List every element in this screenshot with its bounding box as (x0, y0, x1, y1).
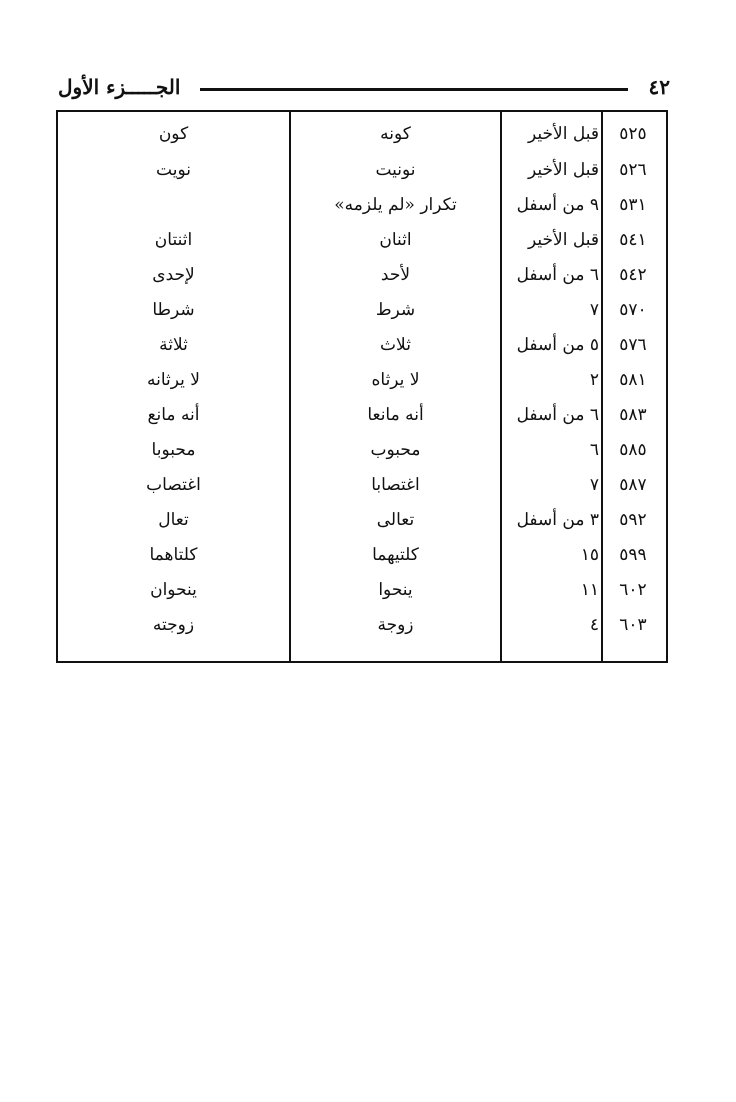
line-cell: قبل الأخير (528, 160, 599, 180)
error-cell: نونيت (375, 160, 416, 180)
page-cell: ٥٤٢ (619, 265, 647, 285)
correction-cell: تعال (158, 510, 189, 530)
table-row (58, 502, 666, 538)
line-cell: ٣ من أسفل (516, 510, 599, 530)
correction-cell: ثلاثة (159, 335, 188, 355)
page-cell: ٥٩٢ (619, 510, 647, 530)
correction-cell: زوجته (152, 615, 195, 635)
page-cell: ٥٨٥ (619, 440, 647, 460)
page-header (58, 72, 670, 104)
table-row (58, 292, 666, 328)
page-number: ٤٢ (648, 75, 670, 99)
correction-cell: لا يرثانه (147, 370, 200, 390)
page-cell: ٥٩٩ (619, 545, 647, 565)
error-cell: اثنان (379, 230, 412, 250)
error-cell: لأحد (380, 265, 411, 285)
error-cell: أنه مانعا (367, 405, 424, 425)
line-cell: ٢ (589, 370, 599, 390)
errata-table (56, 110, 668, 663)
correction-cell: لإحدى (152, 265, 195, 285)
correction-cell: شرطا (152, 300, 195, 320)
line-cell: ٦ من أسفل (516, 265, 599, 285)
table-row (58, 432, 666, 468)
line-cell: ١١ (580, 580, 599, 600)
table-row (58, 467, 666, 503)
line-cell: ٤ (589, 615, 599, 635)
page-cell: ٥٧٠ (619, 300, 647, 320)
line-cell: ٦ (589, 440, 599, 460)
correction-cell: اثنتان (154, 230, 193, 250)
error-cell: زوجة (377, 615, 414, 635)
error-cell: اغتصابا (371, 475, 420, 495)
table-row (58, 116, 666, 152)
page-cell: ٥٤١ (619, 230, 647, 250)
line-cell: ٧ (589, 300, 599, 320)
line-cell: ٦ من أسفل (516, 405, 599, 425)
line-cell: ٩ من أسفل (516, 195, 599, 215)
correction-cell: اغتصاب (146, 475, 201, 495)
line-cell: ٥ من أسفل (516, 335, 599, 355)
table-row (58, 537, 666, 573)
correction-cell: ينحوان (150, 580, 197, 600)
error-cell: لا يرثاه (371, 370, 420, 390)
table-row (58, 327, 666, 363)
page-cell: ٥٢٦ (619, 160, 647, 180)
line-cell: قبل الأخير (528, 124, 599, 144)
page-cell: ٥٢٥ (619, 124, 647, 144)
page-cell: ٥٣١ (619, 195, 647, 215)
table-row (58, 572, 666, 608)
table-row (58, 257, 666, 293)
correction-cell: كون (158, 124, 189, 144)
line-cell: ٧ (589, 475, 599, 495)
page-cell: ٥٨٣ (619, 405, 647, 425)
error-cell: محبوب (370, 440, 421, 460)
table-row (58, 362, 666, 398)
line-cell: قبل الأخير (528, 230, 599, 250)
table-row (58, 222, 666, 258)
correction-cell: نويت (156, 160, 191, 180)
correction-cell: محبوبا (151, 440, 196, 460)
error-cell: تعالى (376, 510, 415, 530)
page-cell: ٥٨١ (619, 370, 647, 390)
running-title: الجـــــزء الأول (58, 75, 181, 99)
correction-cell (58, 187, 289, 223)
error-cell: شرط (375, 300, 416, 320)
error-cell: ثلاث (380, 335, 411, 355)
correction-cell: كلتاهما (149, 545, 198, 565)
error-cell: كلتيهما (372, 545, 419, 565)
line-cell: ١٥ (580, 545, 599, 565)
page-cell: ٥٧٦ (619, 335, 647, 355)
error-cell: ينحوا (378, 580, 413, 600)
header-rule (200, 88, 628, 91)
table-row (58, 152, 666, 188)
table-row (58, 187, 666, 223)
table-row (58, 607, 666, 643)
page-cell: ٦٠٢ (619, 580, 647, 600)
error-cell: كونه (380, 124, 411, 144)
page-cell: ٥٨٧ (619, 475, 647, 495)
error-cell: تكرار «لم يلزمه» (334, 195, 457, 215)
page-cell: ٦٠٣ (619, 615, 647, 635)
table-row (58, 397, 666, 433)
correction-cell: أنه مانع (147, 405, 200, 425)
